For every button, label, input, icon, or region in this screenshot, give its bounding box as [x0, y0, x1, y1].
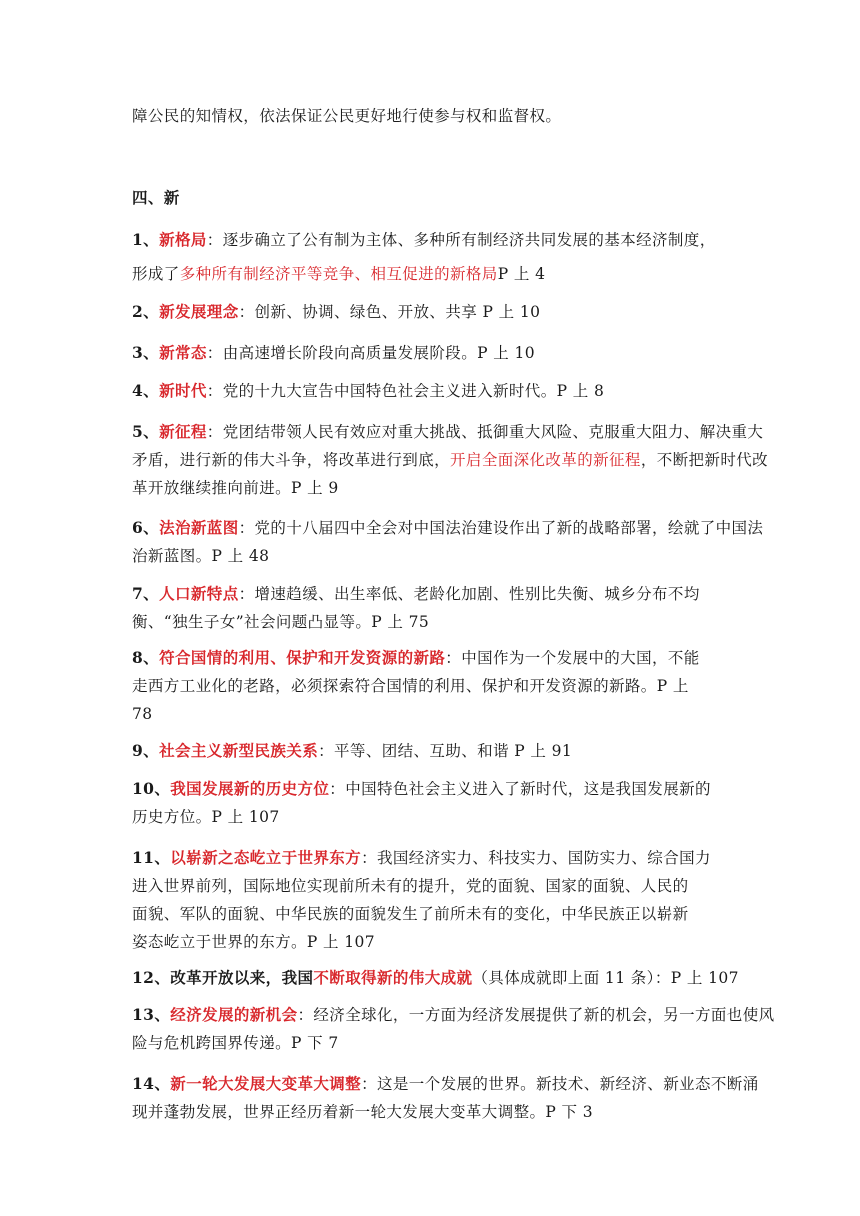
list-item-line — [132, 450, 769, 470]
item-term: 不断取得新的伟大成就 — [313, 968, 473, 987]
item-text: P 上 4 — [497, 265, 546, 283]
list-item-line — [132, 779, 732, 799]
item-number: 12、 — [132, 968, 171, 987]
item-number: 1、 — [132, 230, 160, 249]
item-text: 78 — [132, 705, 153, 723]
highlighted-text: 多种所有制经济平等竞争、相互促进的新格局 — [179, 265, 498, 283]
item-separator: ： — [238, 585, 255, 603]
list-item-line — [132, 381, 732, 401]
item-text: 险与危机跨国界传递。P 下 7 — [132, 1034, 339, 1052]
list-item-line — [132, 968, 739, 988]
item-separator: ： — [445, 649, 462, 667]
item-separator: ： — [238, 303, 255, 321]
item-term: 我国发展新的历史方位 — [170, 779, 330, 798]
list-item-line — [132, 904, 732, 924]
list-item-line — [132, 546, 732, 566]
list-item-line — [132, 741, 732, 761]
item-text: 党的十九大宣告中国特色社会主义进入新时代。P 上 8 — [222, 382, 605, 400]
list-item-line — [132, 518, 764, 538]
item-number: 14、 — [132, 1074, 171, 1093]
item-term: 以崭新之态屹立于世界东方 — [170, 848, 362, 867]
item-text: 创新、协调、绿色、开放、共享 P 上 10 — [254, 303, 541, 321]
list-item-line — [132, 343, 732, 363]
item-number: 11、 — [132, 848, 171, 867]
list-item-line — [132, 704, 732, 724]
item-text: 现并蓬勃发展，世界正经历着新一轮大发展大变革大调整。P 下 3 — [132, 1103, 594, 1121]
list-item-line — [132, 876, 732, 896]
item-term: 新格局 — [159, 230, 207, 249]
item-separator: ： — [206, 382, 223, 400]
list-item-line — [132, 648, 732, 668]
list-item-line — [132, 1102, 732, 1122]
item-text: 衡、“独生子女”社会问题凸显等。P 上 75 — [132, 613, 430, 631]
item-text: 治新蓝图。P 上 48 — [132, 547, 270, 565]
list-item-line — [132, 422, 764, 442]
item-text: 进入世界前列，国际地位实现前所未有的提升，党的面貌、国家的面貌、人民的 — [132, 877, 689, 895]
item-text: 形成了 — [132, 265, 180, 283]
item-text: 中国特色社会主义进入了新时代，这是我国发展新的 — [345, 780, 711, 798]
item-term: 法治新蓝图 — [159, 518, 239, 537]
list-item-line — [132, 676, 732, 696]
item-text: （具体成就即上面 11 条）：P 上 107 — [472, 969, 739, 987]
item-number: 8、 — [132, 648, 160, 667]
item-text: 历史方位。P 上 107 — [132, 808, 280, 826]
item-text: 中国作为一个发展中的大国，不能 — [461, 649, 700, 667]
item-separator: ： — [206, 231, 223, 249]
item-separator: ： — [361, 849, 377, 867]
item-text: 经济全球化，一方面为经济发展提供了新的机会，另一方面也使风 — [313, 1006, 775, 1024]
list-item-line — [132, 230, 732, 250]
item-text: 平等、团结、互助、和谐 P 上 91 — [334, 742, 573, 760]
item-separator: ： — [361, 1075, 377, 1093]
item-number: 5、 — [132, 422, 160, 441]
item-number: 3、 — [132, 343, 160, 362]
item-separator: ： — [238, 519, 255, 537]
item-text: ，不断把新时代改 — [640, 451, 769, 469]
item-separator: ： — [318, 742, 335, 760]
item-text: 矛盾，进行新的伟大斗争，将改革进行到底， — [132, 451, 451, 469]
item-term: 人口新特点 — [159, 584, 239, 603]
list-item-line — [132, 1005, 775, 1025]
item-term: 新发展理念 — [159, 302, 239, 321]
item-number: 9、 — [132, 741, 160, 760]
list-item-line — [132, 1074, 759, 1094]
list-item-line — [132, 807, 732, 827]
item-term: 社会主义新型民族关系 — [159, 741, 319, 760]
item-term: 新征程 — [159, 422, 207, 441]
item-number: 2、 — [132, 302, 160, 321]
item-separator: ： — [206, 423, 223, 441]
item-text: 走西方工业化的老路，必须探索符合国情的利用、保护和开发资源的新路。P 上 — [132, 677, 689, 695]
list-item-line — [132, 932, 732, 952]
item-term: 新一轮大发展大变革大调整 — [170, 1074, 362, 1093]
list-item-line — [132, 264, 732, 284]
item-text: 这是一个发展的世界。新技术、新经济、新业态不断涌 — [377, 1075, 759, 1093]
item-text: 我国经济实力、科技实力、国防实力、综合国力 — [377, 849, 711, 867]
item-text: 党的十八届四中全会对中国法治建设作出了新的战略部署，绘就了中国法 — [254, 519, 764, 537]
item-text: 逐步确立了公有制为主体、多种所有制经济共同发展的基本经济制度， — [222, 231, 716, 249]
item-text: 革开放继续推向前进。P 上 9 — [132, 479, 339, 497]
item-separator: ： — [329, 780, 346, 798]
highlighted-text: 开启全面深化改革的新征程 — [450, 451, 641, 469]
item-term: 符合国情的利用、保护和开发资源的新路 — [159, 648, 446, 667]
list-item-line — [132, 1033, 732, 1053]
item-text: 面貌、军队的面貌、中华民族的面貌发生了前所未有的变化，中华民族正以崭新 — [132, 905, 689, 923]
item-separator: ： — [297, 1006, 314, 1024]
item-text: 党团结带领人民有效应对重大挑战、抵御重大风险、克服重大阻力、解决重大 — [222, 423, 764, 441]
item-number: 13、 — [132, 1005, 171, 1024]
item-number: 6、 — [132, 518, 160, 537]
item-number: 7、 — [132, 584, 160, 603]
intro-text: 障公民的知情权，依法保证公民更好地行使参与权和监督权。 — [132, 107, 562, 125]
section-title: 四、新 — [132, 188, 180, 207]
list-item-line — [132, 478, 732, 498]
item-term: 新常态 — [159, 343, 207, 362]
list-item-line — [132, 584, 732, 604]
item-text: 姿态屹立于世界的东方。P 上 107 — [132, 933, 376, 951]
list-item-line — [132, 848, 732, 868]
item-text: 增速趋缓、出生率低、老龄化加剧、性别比失衡、城乡分布不均 — [254, 585, 700, 603]
item-separator: ： — [206, 344, 223, 362]
item-text: 由高速增长阶段向高质量发展阶段。P 上 10 — [222, 344, 536, 362]
item-number: 4、 — [132, 381, 160, 400]
item-term: 新时代 — [159, 381, 207, 400]
list-item-line — [132, 302, 732, 322]
item-term: 经济发展的新机会 — [170, 1005, 298, 1024]
item-number: 10、 — [132, 779, 171, 798]
item-prefix: 改革开放以来，我国 — [170, 968, 314, 987]
list-item-line — [132, 612, 732, 632]
